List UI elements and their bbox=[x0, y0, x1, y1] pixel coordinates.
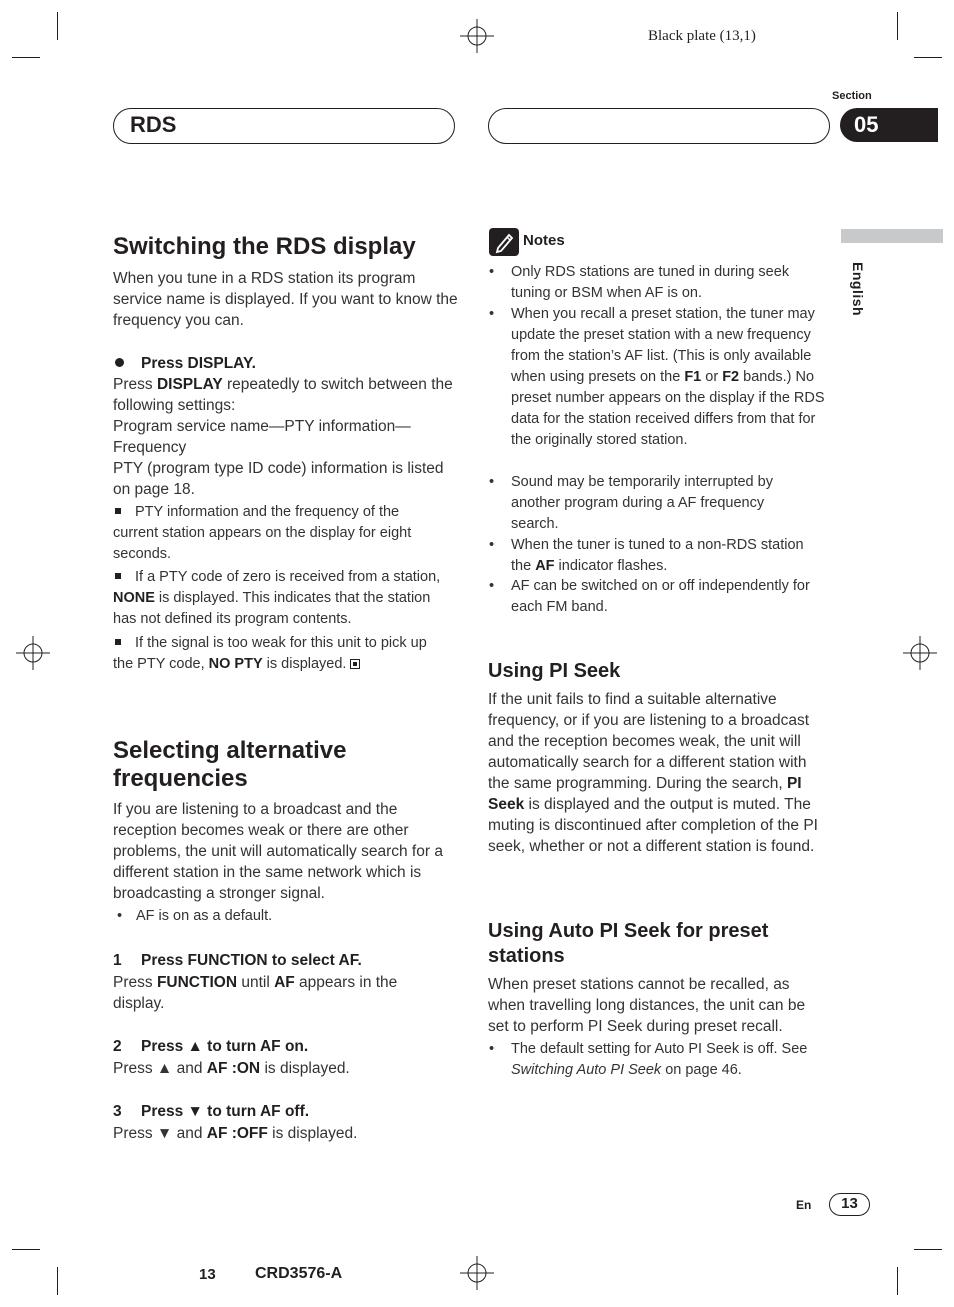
paragraph: If the unit fails to find a suitable alternative frequency, or if you are listening to a broadcast and the reception becomes weak, the unit will automatically search for a different station with the same programming. During the search, PI Seek is displayed and the output is muted. The muting is discontinued after completion of the PI seek, whether or not a different station is found. bbox=[488, 691, 818, 855]
paragraph: When you tune in a RDS station its program service name is displayed. If you want to know the frequency you can. bbox=[113, 270, 458, 329]
note-item: If the signal is too weak for this unit to pick up the PTY code, NO PTY is displayed. bbox=[113, 635, 427, 672]
header-pill-right bbox=[488, 108, 830, 144]
paragraph: Press FUNCTION until AF appears in the display. bbox=[113, 974, 398, 1012]
end-mark-icon bbox=[350, 659, 360, 669]
paragraph: Press DISPLAY repeatedly to switch between the following settings: Program service name—PTY information—Frequency PTY (program type ID code) information is listed on page 18. bbox=[113, 376, 453, 498]
crop-mark bbox=[12, 57, 40, 58]
step-heading: Press DISPLAY. bbox=[113, 353, 256, 374]
registration-mark-icon bbox=[903, 636, 937, 670]
paragraph: Press ▼ and AF :OFF is displayed. bbox=[113, 1125, 358, 1142]
step-heading: 1 Press FUNCTION to select AF. bbox=[113, 952, 362, 969]
document-code: CRD3576-A bbox=[255, 1265, 343, 1282]
notes-pencil-icon bbox=[489, 228, 519, 256]
registration-mark-icon bbox=[460, 1256, 494, 1290]
crop-mark bbox=[914, 57, 942, 58]
crop-mark bbox=[914, 1249, 942, 1250]
step-heading: 2 Press ▲ to turn AF on. bbox=[113, 1038, 309, 1055]
square-bullet-icon bbox=[115, 573, 121, 579]
page-title: RDS bbox=[130, 112, 177, 137]
page-number-badge: 13 bbox=[829, 1193, 870, 1216]
paragraph: When preset stations cannot be recalled, as when travelling long distances, the unit can be set to perform PI Seek during preset recall. bbox=[488, 976, 806, 1035]
paragraph: If you are listening to a broadcast and the reception becomes weak or there are other problems, the unit will automatically search for a different station in the same network which is broadcasting a stronger signal. bbox=[113, 801, 443, 902]
paragraph: Press ▲ and AF :ON is displayed. bbox=[113, 1060, 350, 1077]
registration-mark-icon bbox=[460, 19, 494, 53]
crop-mark bbox=[57, 12, 58, 40]
crop-mark bbox=[12, 1249, 40, 1250]
language-tab bbox=[841, 229, 943, 243]
notes-label: Notes bbox=[523, 232, 565, 249]
crop-mark bbox=[57, 1267, 58, 1295]
square-bullet-icon bbox=[115, 639, 121, 645]
subsection-heading: Using PI Seek bbox=[488, 660, 621, 682]
crop-mark bbox=[897, 1267, 898, 1295]
crop-mark bbox=[897, 12, 898, 40]
section-heading: Selecting alternative frequencies bbox=[113, 737, 347, 792]
bullet-dot-icon bbox=[115, 358, 124, 367]
print-page-number: 13 bbox=[199, 1266, 216, 1283]
note-item: If a PTY code of zero is received from a station, NONE is displayed. This indicates that the station has not defined its program contents. bbox=[113, 569, 441, 627]
language-label: English bbox=[850, 262, 866, 317]
registration-mark-icon bbox=[16, 636, 50, 670]
section-number-badge: 05 bbox=[840, 108, 938, 142]
language-code: En bbox=[796, 1198, 812, 1212]
square-bullet-icon bbox=[115, 508, 121, 514]
subsection-heading: Using Auto PI Seek for preset stations bbox=[488, 920, 769, 967]
section-label: Section bbox=[832, 90, 872, 102]
plate-label: Black plate (13,1) bbox=[648, 28, 756, 44]
section-heading: Switching the RDS display bbox=[113, 233, 416, 260]
note-item: PTY information and the frequency of the current station appears on the display for eight seconds. bbox=[113, 504, 412, 562]
step-heading: 3 Press ▼ to turn AF off. bbox=[113, 1103, 310, 1120]
